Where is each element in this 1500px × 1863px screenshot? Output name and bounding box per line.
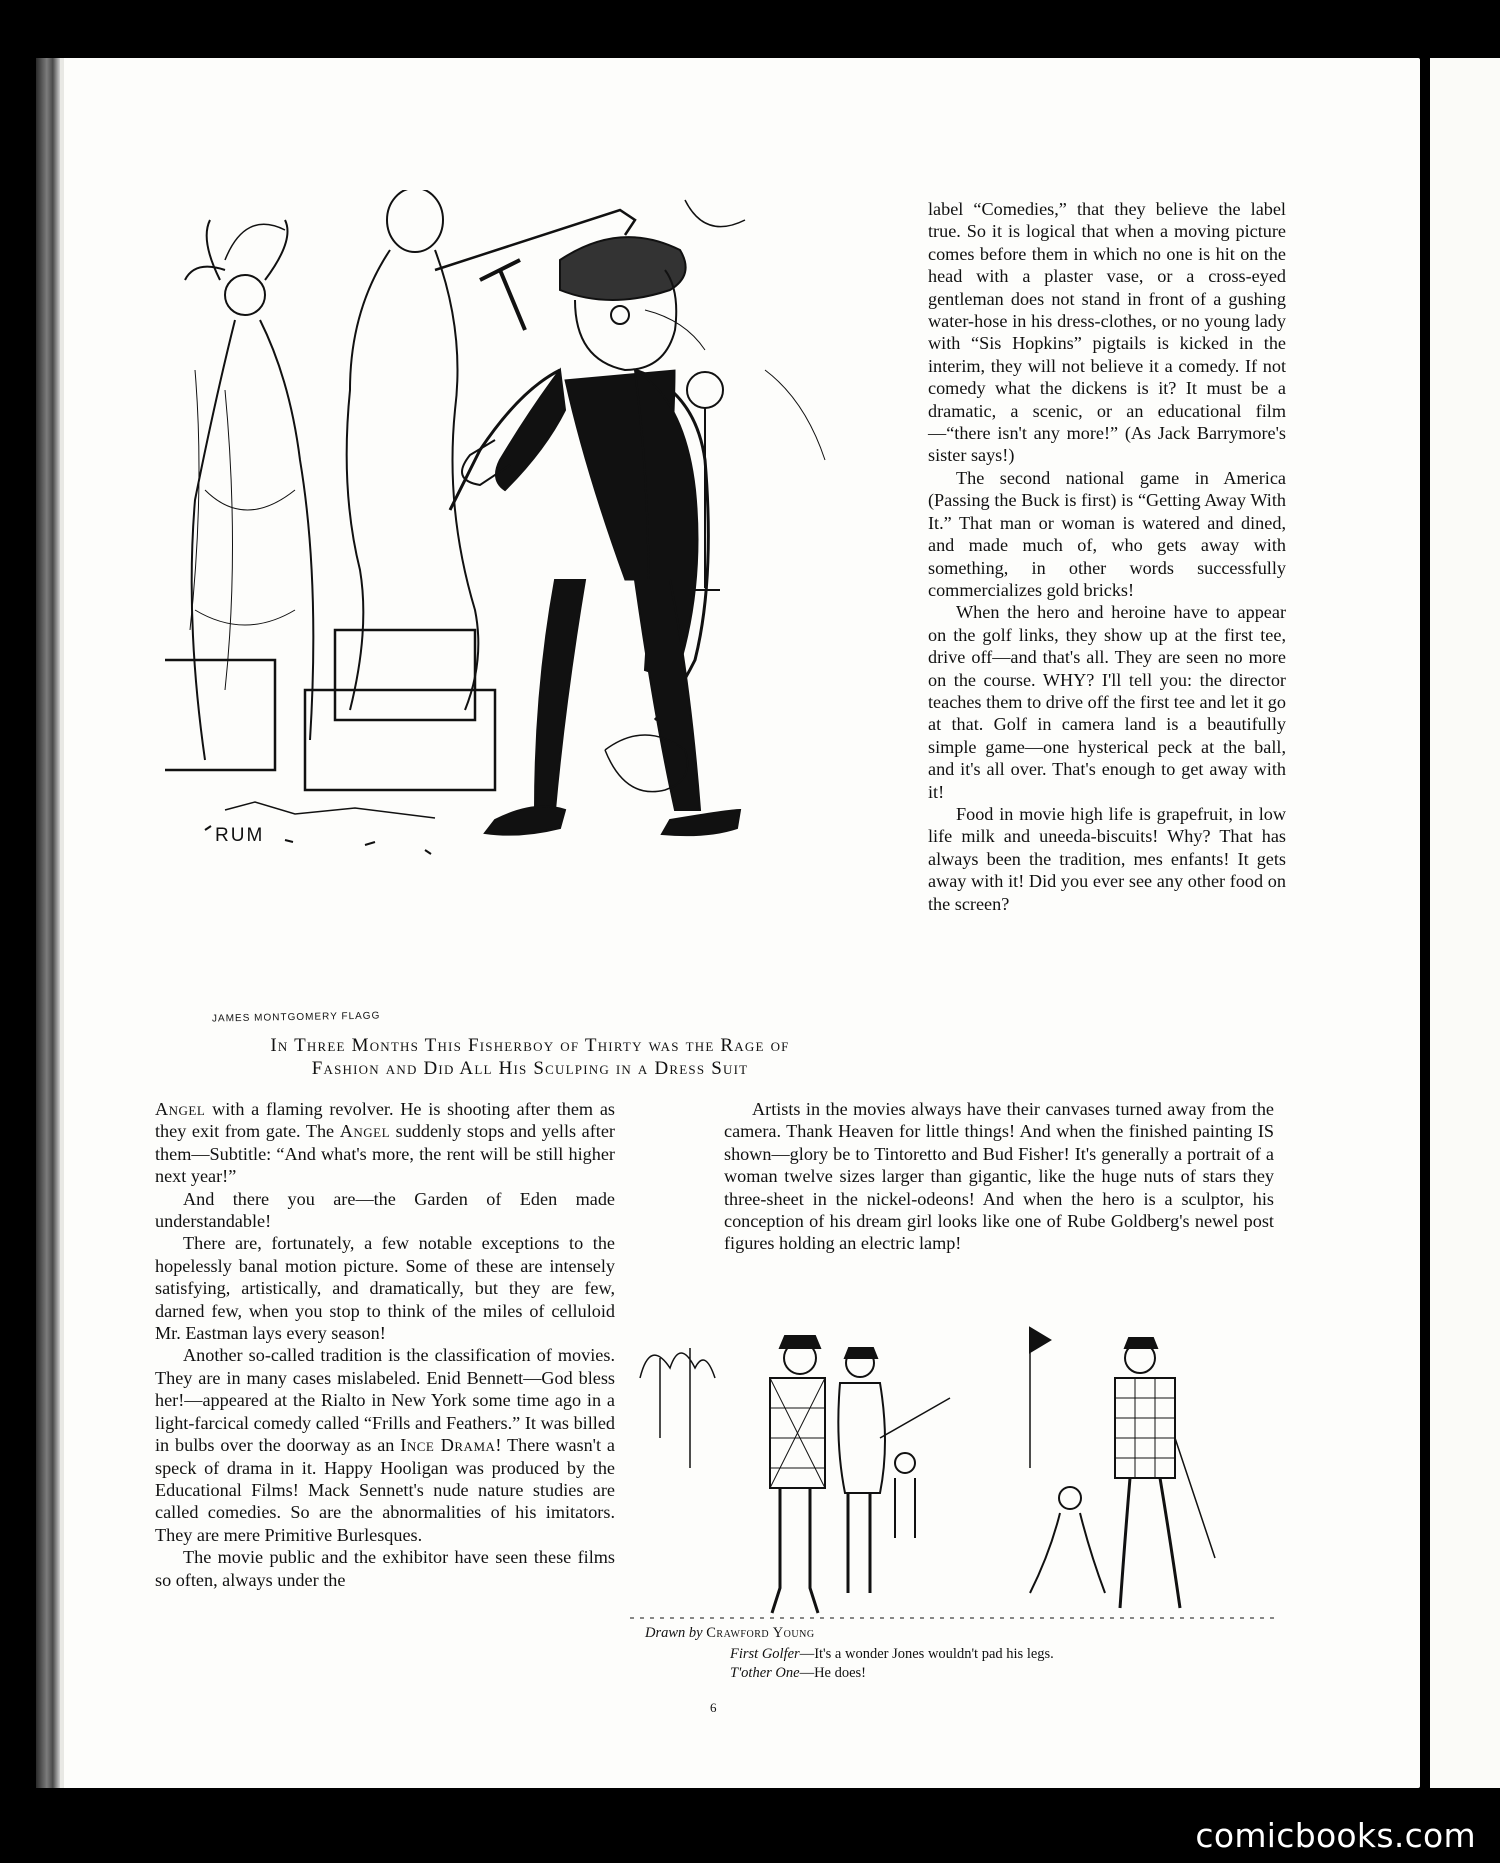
caption-line-1 bbox=[730, 1645, 1054, 1664]
paragraph: The movie public and the exhibitor have seen these films so often, always under the bbox=[155, 1547, 615, 1590]
paragraph: Artists in the movies always have their canvases turned away from the camera. Thank Heaven for little things! And when the finished painting IS shown—glory be to Tintoretto and Bud Fisher! It's generally a portrait of a woman twelve sizes larger than gigantic, like the huge nuts of stars they three-sheet in the nickel-odeons! And when the hero is a sculptor, his conception of his dream girl looks like one of Rube Goldberg's newel post figures holding an electric lamp! bbox=[724, 1099, 1274, 1254]
golf-illustration bbox=[630, 1318, 1280, 1638]
caption-text-1: —It's a wonder Jones wouldn't pad his legs. bbox=[799, 1646, 1054, 1662]
text-span: Another so-called tradition is the classification of movies. They are in many cases mislabeled. Enid Bennett—God bless her!—appeared at the Rialto in New York some time ago in a light-farcical comedy called “Frills and Feathers.” It was billed in bulbs over the doorway as an bbox=[155, 1345, 615, 1456]
rum-sign-text: RUM bbox=[215, 825, 265, 846]
article-column-right-middle bbox=[724, 1098, 1274, 1255]
angel-word: Angel bbox=[339, 1121, 391, 1142]
ince-drama-word: Ince Drama bbox=[400, 1435, 496, 1456]
text-span: with a flaming revolver. He is shooting after them as they exit from gate. The bbox=[155, 1099, 615, 1142]
article-column-right-top bbox=[928, 198, 1286, 915]
illustrator-name: Crawford Young bbox=[706, 1625, 815, 1641]
caption-line-1: In Three Months This Fisherboy of Thirty was the Rage of bbox=[270, 1035, 790, 1056]
paragraph: Food in movie high life is grapefruit, in low life milk and uneeda-biscuits! Why? That has always been the tradition, mes enfants! It gets away with it! Did you ever see any other food on the screen? bbox=[928, 803, 1286, 914]
paragraph: The second national game in America (Passing the Buck is first) is “Getting Away With It.” That man or woman is watered and dined, and made much of, who gets away with something, in other words successfully commercializes gold bricks! bbox=[928, 467, 1286, 600]
page-binding bbox=[36, 58, 60, 1788]
paragraph: label “Comedies,” that they believe the label true. So it is logical that when a moving picture comes before them in which no one is hit on the head with a plaster vase, or a cross-eyed gentleman does not stand in front of a gushing water-hose in his dress-clothes, or no young lady with “Sis Hopkins” pigtails is kicked in the interim, they will not believe it a comedy. If not comedy what the dickens is it? It must be a dramatic, a scenic, or an educational film—“there isn't any more!” (As Jack Barrymore's sister says!) bbox=[928, 199, 1286, 466]
drawn-by-prefix: Drawn by bbox=[645, 1625, 707, 1641]
site-watermark: comicbooks.com bbox=[1195, 1816, 1476, 1855]
caption-line-2: Fashion and Did All His Sculping in a Dress Suit bbox=[311, 1058, 749, 1079]
next-page-edge bbox=[1430, 58, 1500, 1788]
artist-signature: JAMES MONTGOMERY FLAGG bbox=[211, 1010, 381, 1025]
paragraph: There are, fortunately, a few notable exceptions to the hopelessly banal motion picture. Some of these are intensely satisfying, artistically, and dramatically, but they are few, darned few, when you stop to think of the miles of celluloid Mr. Eastman lays every season! bbox=[155, 1233, 615, 1344]
golf-illustration-credit bbox=[645, 1624, 815, 1643]
paragraph: When the hero and heroine have to appear on the golf links, they show up at the first tee, drive off—and that's all. They are seen no more on the course. WHY? I'll tell you: the director teaches them to drive off the first tee and let it go at that. Golf in camera land is a beautifully simple game—one hysterical peck at the ball, and it's all over. That's enough to get away with it! bbox=[928, 602, 1286, 802]
caption-text-2: —He does! bbox=[799, 1665, 867, 1681]
speaker-1: First Golfer bbox=[730, 1646, 800, 1662]
article-column-left-bottom bbox=[155, 1098, 615, 1591]
illustration-caption bbox=[160, 1034, 900, 1080]
angel-word: Angel bbox=[155, 1099, 206, 1119]
text-span: suddenly stops and yells after them—Subtitle: “And what's more, the rent will be still higher next year!” bbox=[155, 1121, 615, 1187]
caption-line-2 bbox=[730, 1664, 1054, 1683]
binding-edge bbox=[60, 58, 64, 1788]
golf-illustration-caption bbox=[730, 1645, 1054, 1683]
paragraph: And there you are—the Garden of Eden made understandable! bbox=[155, 1188, 615, 1232]
paragraph bbox=[155, 1344, 615, 1546]
page-number: 6 bbox=[710, 1700, 717, 1715]
page-gap bbox=[1420, 58, 1430, 1788]
text-span: ! There wasn't a speck of drama in it. Happy Hooligan was produced by the Educational Films! Mack Sennett's nude nature studies are called comedies. So are the abnormalities of his imitators. They are mere Primitive Burlesques. bbox=[155, 1435, 615, 1545]
paragraph bbox=[155, 1098, 615, 1188]
speaker-2: T'other One bbox=[730, 1665, 800, 1681]
sculptor-illustration bbox=[165, 190, 885, 1010]
